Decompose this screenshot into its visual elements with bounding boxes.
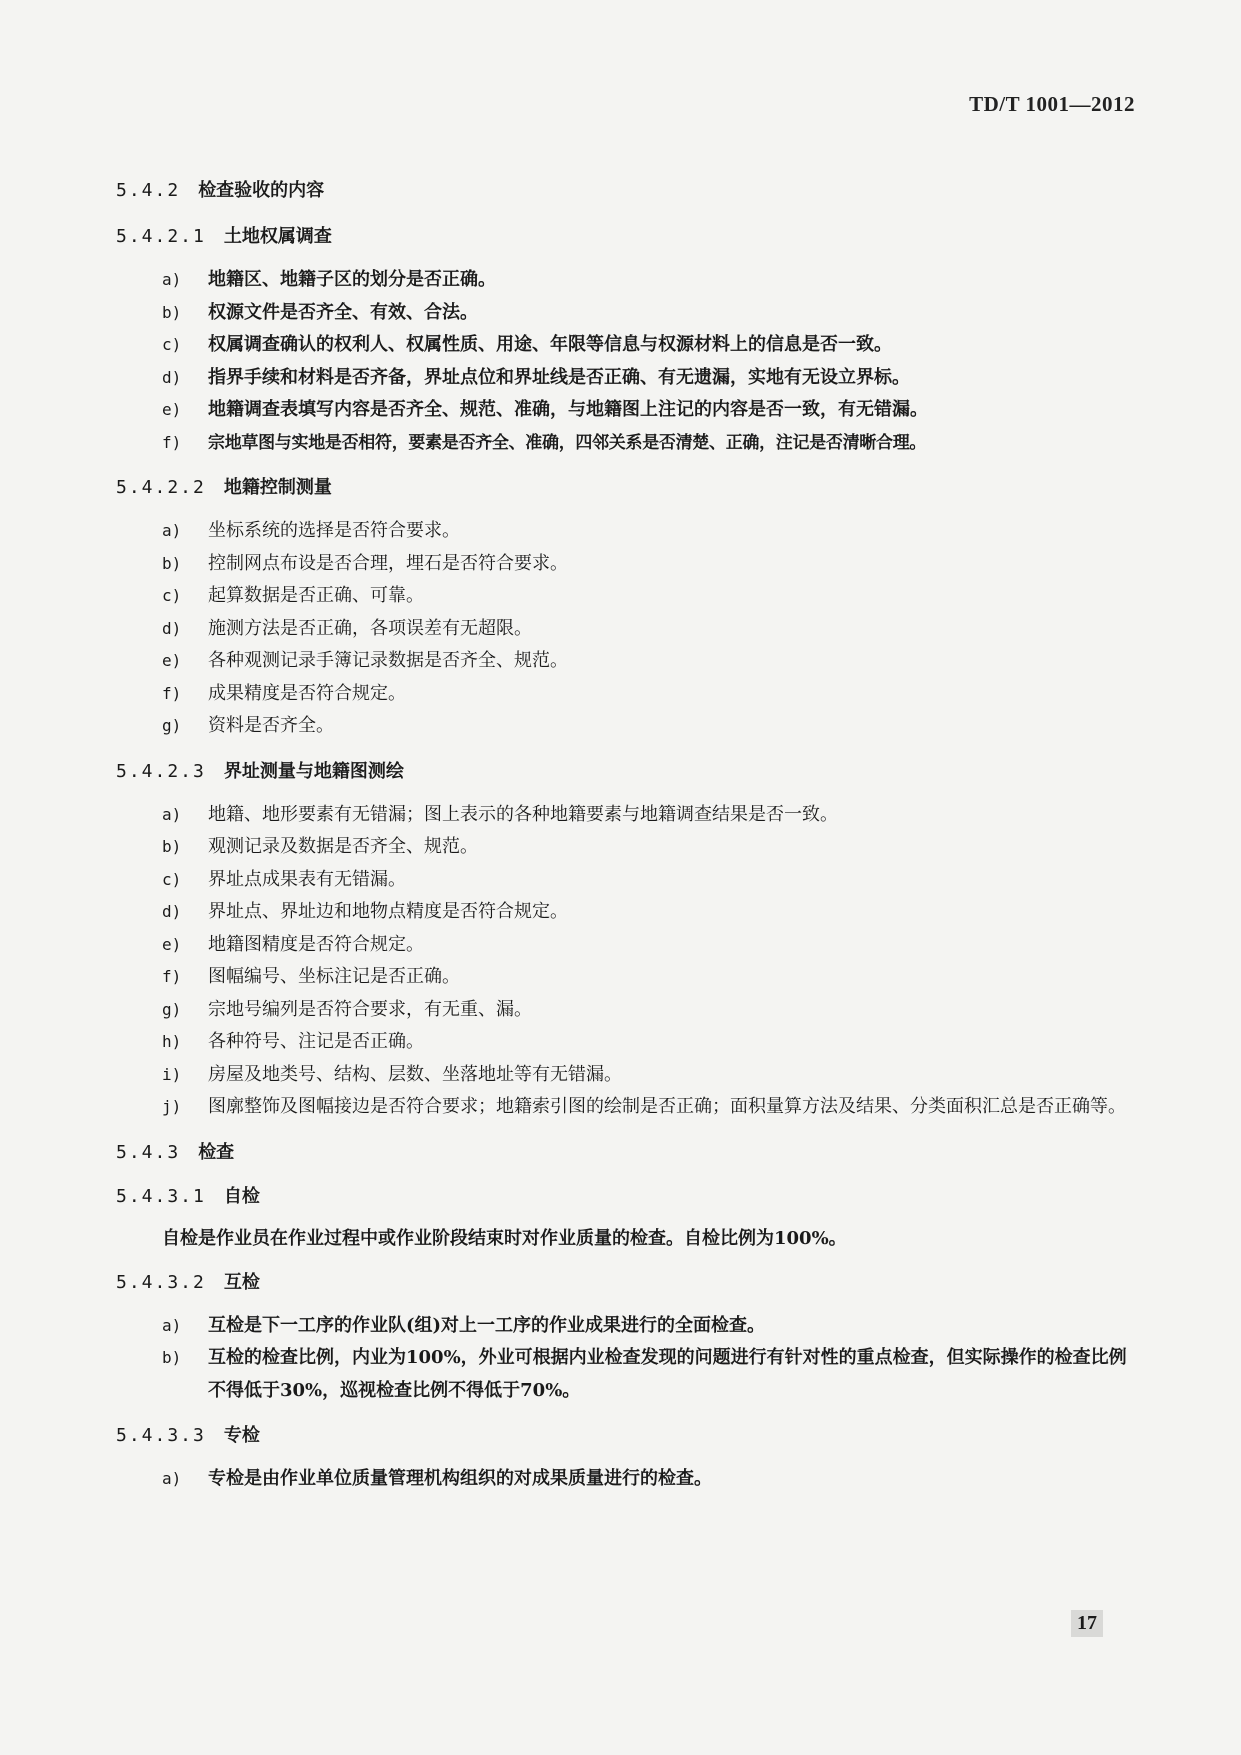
list-item xyxy=(162,548,1136,581)
item-label: d) xyxy=(162,367,182,387)
item-label: e) xyxy=(162,934,182,954)
item-text: 图幅编号、坐标注记是否正确。 xyxy=(208,966,460,987)
item-label: a) xyxy=(162,1315,182,1335)
list-item xyxy=(162,1463,1136,1496)
item-list xyxy=(116,1463,1136,1496)
item-text: 各种观测记录手簿记录数据是否齐全、规范。 xyxy=(208,650,568,671)
item-label: j) xyxy=(162,1097,182,1116)
section-title: 互检 xyxy=(223,1271,260,1293)
item-text: 权属调查确认的权利人、权属性质、用途、年限等信息与权源材料上的信息是否一致。 xyxy=(208,334,892,355)
item-label: e) xyxy=(162,651,182,670)
section-heading xyxy=(116,224,1136,250)
item-label: b) xyxy=(162,302,182,322)
item-text: 资料是否齐全。 xyxy=(208,715,334,736)
section-paragraph: 自检是作业员在作业过程中或作业阶段结束时对作业质量的检查。自检比例为100%。 xyxy=(162,1227,847,1249)
item-text: 观测记录及数据是否齐全、规范。 xyxy=(208,836,478,857)
item-text: 各种符号、注记是否正确。 xyxy=(208,1031,424,1052)
list-item xyxy=(162,297,1136,330)
list-item xyxy=(162,961,1136,994)
section-5-4-3-2 xyxy=(116,1270,1136,1408)
section-heading xyxy=(116,1423,1136,1449)
item-label: b) xyxy=(162,1348,182,1367)
section-5-4-3 xyxy=(116,1140,1136,1166)
item-label: c) xyxy=(162,869,182,889)
list-item xyxy=(162,864,1136,897)
list-item xyxy=(162,994,1136,1027)
item-text: 宗地草图与实地是否相符，要素是否齐全、准确，四邻关系是否清楚、正确，注记是否清晰合理。 xyxy=(208,432,927,453)
section-5-4-3-1 xyxy=(116,1184,1136,1254)
list-item xyxy=(162,710,1136,743)
item-text: 起算数据是否正确、可靠。 xyxy=(208,585,424,606)
list-item xyxy=(162,896,1136,929)
section-5-4-3-3 xyxy=(116,1423,1136,1496)
section-title: 检查验收的内容 xyxy=(198,180,325,201)
list-item xyxy=(162,1026,1136,1059)
item-label: b) xyxy=(162,553,182,573)
list-item xyxy=(162,1342,1136,1407)
list-item xyxy=(162,394,1136,427)
item-text: 施测方法是否正确，各项误差有无超限。 xyxy=(208,617,532,639)
section-number: 5.4.2.3 xyxy=(116,760,206,782)
item-text: 权源文件是否齐全、有效、合法。 xyxy=(208,301,478,323)
item-label: g) xyxy=(162,716,182,735)
item-text: 指界手续和材料是否齐备，界址点位和界址线是否正确、有无遗漏，实地有无设立界标。 xyxy=(208,366,910,388)
item-text: 房屋及地类号、结构、层数、坐落地址等有无错漏。 xyxy=(208,1063,622,1085)
list-item xyxy=(162,613,1136,646)
section-title: 检查 xyxy=(198,1141,235,1163)
item-text: 地籍、地形要素有无错漏；图上表示的各种地籍要素与地籍调查结果是否一致。 xyxy=(208,803,838,825)
item-label: f) xyxy=(162,432,182,452)
list-item xyxy=(162,1059,1136,1092)
item-label: a) xyxy=(162,521,182,540)
list-item xyxy=(162,580,1136,613)
item-text: 坐标系统的选择是否符合要求。 xyxy=(208,520,460,541)
section-number: 5.4.3.3 xyxy=(116,1425,206,1446)
item-label: d) xyxy=(162,902,182,921)
section-number: 5.4.2 xyxy=(116,180,181,201)
item-text: 专检是由作业单位质量管理机构组织的对成果质量进行的检查。 xyxy=(208,1468,712,1489)
item-label: a) xyxy=(162,804,182,824)
section-title: 自检 xyxy=(223,1185,260,1207)
section-5-4-2 xyxy=(116,178,1136,204)
list-item xyxy=(162,645,1136,678)
item-label: d) xyxy=(162,618,182,638)
section-number: 5.4.2.2 xyxy=(116,477,206,498)
item-label: h) xyxy=(162,1032,182,1051)
item-list xyxy=(116,264,1136,459)
page-number: 17 xyxy=(1071,1610,1103,1637)
item-label: i) xyxy=(162,1064,182,1084)
item-list xyxy=(116,799,1136,1124)
item-text: 互检的检查比例，内业为100%，外业可根据内业检查发现的问题进行有针对性的重点检查，但实际操作的检查比例不得低于30%，巡视检查比例不得低于70%。 xyxy=(208,1347,1127,1401)
item-text: 图廓整饰及图幅接边是否符合要求；地籍索引图的绘制是否正确；面积量算方法及结果、分类面积汇总是否正确等。 xyxy=(208,1096,1126,1117)
item-text: 宗地号编列是否符合要求，有无重、漏。 xyxy=(208,998,532,1020)
section-heading xyxy=(116,178,1136,204)
list-item xyxy=(162,929,1136,962)
list-item xyxy=(162,264,1136,297)
section-title: 专检 xyxy=(223,1425,260,1446)
item-text: 地籍区、地籍子区的划分是否正确。 xyxy=(208,269,496,290)
item-label: a) xyxy=(162,1469,182,1488)
item-label: e) xyxy=(162,400,182,419)
section-number: 5.4.3.1 xyxy=(116,1185,206,1207)
item-label: f) xyxy=(162,967,182,986)
item-label: a) xyxy=(162,270,182,289)
section-title: 地籍控制测量 xyxy=(223,477,332,498)
list-item xyxy=(162,831,1136,864)
section-heading xyxy=(116,1270,1136,1296)
section-5-4-2-2 xyxy=(116,475,1136,743)
item-label: c) xyxy=(162,335,182,354)
list-item xyxy=(162,1091,1136,1124)
document-code: TD/T 1001—2012 xyxy=(969,92,1135,116)
section-5-4-2-3 xyxy=(116,759,1136,1124)
item-label: c) xyxy=(162,586,182,605)
item-text: 地籍调查表填写内容是否齐全、规范、准确，与地籍图上注记的内容是否一致，有无错漏。 xyxy=(208,399,928,420)
list-item xyxy=(162,362,1136,395)
section-heading xyxy=(116,1140,1136,1166)
item-text: 控制网点布设是否合理，埋石是否符合要求。 xyxy=(208,552,568,574)
section-heading xyxy=(116,1184,1136,1210)
content-body xyxy=(116,178,1136,1512)
section-number: 5.4.2.1 xyxy=(116,226,206,247)
item-list xyxy=(116,515,1136,743)
section-number: 5.4.3.2 xyxy=(116,1271,206,1293)
list-item xyxy=(162,1310,1136,1343)
section-number: 5.4.3 xyxy=(116,1141,181,1163)
list-item xyxy=(162,678,1136,711)
item-label: f) xyxy=(162,683,182,703)
item-list xyxy=(116,1310,1136,1408)
item-text: 互检是下一工序的作业队(组)对上一工序的作业成果进行的全面检查。 xyxy=(208,1314,766,1336)
section-title: 土地权属调查 xyxy=(223,226,332,247)
list-item xyxy=(162,515,1136,548)
list-item xyxy=(162,329,1136,362)
item-text: 成果精度是否符合规定。 xyxy=(208,682,406,704)
item-label: b) xyxy=(162,837,182,856)
item-label: g) xyxy=(162,999,182,1019)
list-item xyxy=(162,427,1136,460)
section-title: 界址测量与地籍图测绘 xyxy=(223,760,404,782)
item-text: 地籍图精度是否符合规定。 xyxy=(208,933,424,955)
section-heading xyxy=(116,475,1136,501)
item-text: 界址点、界址边和地物点精度是否符合规定。 xyxy=(208,901,568,922)
list-item xyxy=(162,799,1136,832)
section-5-4-2-1 xyxy=(116,224,1136,459)
item-text: 界址点成果表有无错漏。 xyxy=(208,868,406,890)
section-heading xyxy=(116,759,1136,785)
